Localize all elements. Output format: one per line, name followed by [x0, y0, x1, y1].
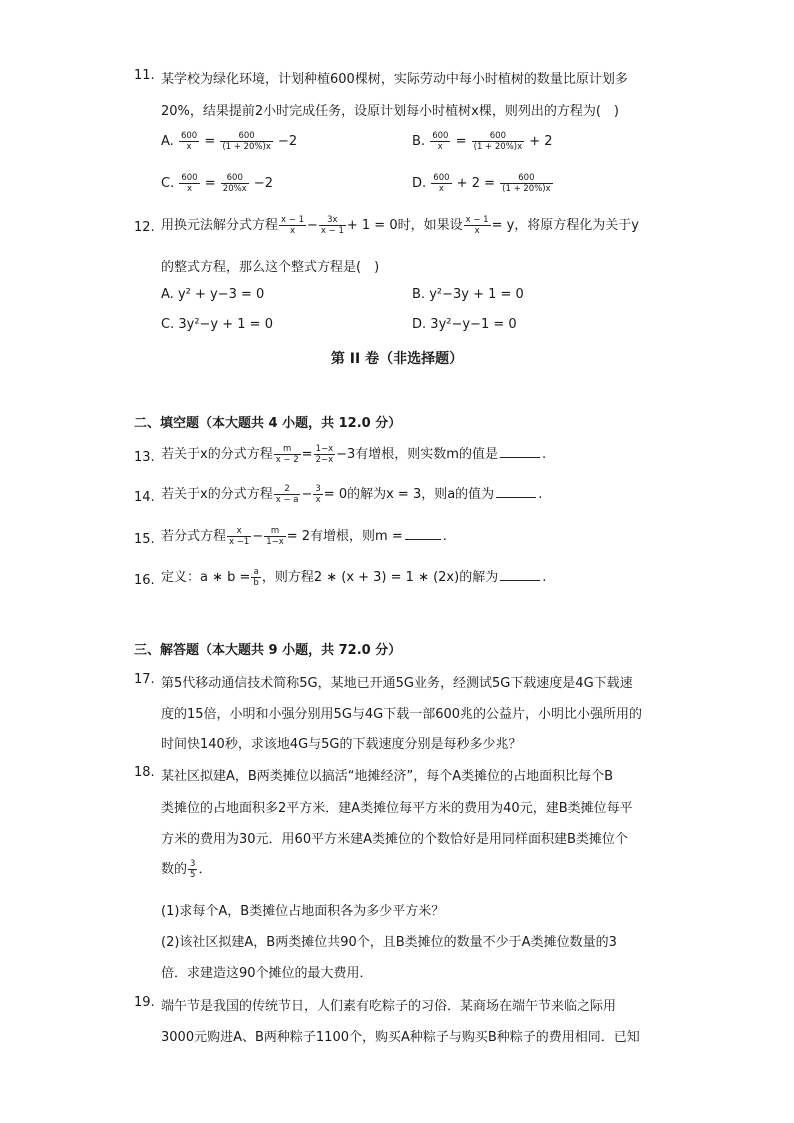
numerator: m	[264, 526, 286, 537]
numerator: 1−x	[315, 444, 334, 454]
equals: =	[301, 447, 313, 462]
question-19-text-line-2: 3000元购进A、B两种粽子1100个，购买A种粽子与购买B种粽子的费用相同．已知	[161, 1030, 640, 1045]
fraction	[179, 131, 199, 152]
fraction	[319, 215, 346, 236]
numerator: 600	[180, 131, 198, 141]
fraction	[188, 859, 197, 880]
question-19-text-line-1: 端午节是我国的传统节日，人们素有吃粽子的习俗．某商场在端午节来临之际用	[161, 999, 617, 1014]
fraction	[221, 173, 249, 194]
text: = 2有增根，则m =	[286, 529, 403, 544]
fraction	[227, 526, 251, 547]
denominator: (1 + 20%)x	[222, 142, 271, 152]
question-13-text	[161, 443, 546, 465]
denominator: x	[474, 226, 480, 236]
question-count: 9	[268, 643, 278, 658]
answer-blank	[500, 445, 540, 458]
question-18-sub-2-line-1: (2)该社区拟建A，B两类摊位共90个，且B类摊位的数量不少于A类摊位数量的3	[161, 935, 617, 950]
fraction	[430, 131, 450, 152]
denominator: x −1	[229, 537, 250, 547]
denominator: x − 2	[275, 455, 299, 465]
section-mid: 小题，共	[277, 643, 339, 658]
option-label: A.	[161, 134, 174, 149]
text: 若关于x的分式方程	[161, 447, 273, 462]
section-suffix: 分）	[370, 416, 402, 431]
numerator: 600	[221, 173, 249, 184]
numerator: 600	[220, 131, 273, 142]
minus-sign: −	[252, 529, 264, 544]
numerator: 600	[472, 131, 525, 142]
denominator: 1−x	[266, 537, 284, 547]
question-number: 17.	[134, 672, 155, 687]
text: 若分式方程	[161, 529, 227, 544]
option-text: 3y²−y + 1 = 0	[178, 317, 273, 332]
fraction	[179, 173, 199, 194]
denominator: x	[186, 142, 192, 152]
question-11-text-line-2: 20%，结果提前2小时完成任务，设原计划每小时植树x棵，则列出的方程为( )	[161, 104, 620, 119]
text: ，则方程2 ∗ (x + 3) = 1 ∗ (2x)的解为	[261, 570, 499, 585]
text: = y，将原方程化为关于y	[491, 218, 639, 233]
denominator: 20%x	[222, 184, 247, 194]
numerator: 3x	[319, 215, 346, 226]
fraction	[472, 131, 525, 152]
text: 若关于x的分式方程	[161, 487, 273, 502]
equals: + 2 =	[456, 176, 495, 191]
denominator: (1 + 20%)x	[473, 142, 523, 152]
option-c	[161, 173, 273, 194]
denominator: x	[315, 495, 321, 505]
option-tail: −2	[278, 134, 298, 149]
fraction	[274, 484, 301, 505]
option-tail: + 2	[529, 134, 553, 149]
question-14-text	[161, 483, 542, 505]
section-prefix: 二、填空题（本大题共	[134, 416, 269, 431]
denominator: 2−x	[315, 455, 334, 465]
minus-sign: −	[301, 487, 313, 502]
question-number: 18.	[134, 765, 155, 780]
question-18-text-line-4	[161, 858, 211, 880]
question-12-text-line-2: 的整式方程，那么这个整式方程是( )	[161, 260, 380, 275]
fraction	[251, 567, 260, 588]
denominator: (1 + 20%)x	[502, 184, 551, 194]
question-15-text	[161, 525, 447, 547]
denominator: 5	[190, 870, 196, 880]
option-label: D.	[412, 317, 427, 332]
question-number: 14.	[134, 490, 155, 505]
period: .	[442, 529, 447, 544]
question-17-text-line-3: 时间快140秒，求该地4G与5G的下载速度分别是每秒多少兆？	[161, 737, 522, 752]
section-prefix: 三、解答题（本大题共	[134, 643, 269, 658]
question-18-text-line-1: 某社区拟建A，B两类摊位以搞活“地摊经济”，每个A类摊位的占地面积比每个B	[161, 769, 614, 784]
fraction	[313, 484, 322, 505]
option-tail: −2	[253, 176, 274, 191]
numerator: x − 1	[465, 215, 489, 225]
fraction	[431, 173, 451, 194]
period: .	[538, 487, 543, 502]
text: 定义：a ∗ b =	[161, 570, 251, 585]
option-a	[161, 131, 297, 152]
question-12-text-line-1	[161, 214, 639, 236]
section-suffix: 分）	[370, 643, 402, 658]
option-text: y² + y−3 = 0	[177, 287, 265, 302]
numerator: x − 1	[281, 215, 304, 225]
fraction	[220, 131, 273, 152]
numerator: x	[227, 526, 251, 537]
fraction	[274, 444, 301, 465]
section-score: 72.0	[338, 643, 371, 658]
option-b	[412, 287, 524, 302]
denominator: x	[437, 142, 443, 152]
section-heading	[134, 639, 401, 658]
question-number: 19.	[134, 995, 155, 1010]
option-a	[161, 287, 264, 302]
question-number: 16.	[134, 573, 155, 588]
answer-blank	[405, 527, 441, 540]
numerator: 2	[274, 484, 301, 495]
option-label: C.	[161, 176, 175, 191]
option-label: B.	[412, 134, 426, 149]
numerator: 600	[433, 173, 450, 183]
period: .	[542, 570, 547, 585]
question-18-text-line-2: 类摊位的占地面积多2平方米．建A类摊位每平方米的费用为40元，建B类摊位每平	[161, 801, 633, 816]
part-title: 第 II 卷（非选择题）	[330, 351, 464, 367]
numerator: 600	[181, 173, 198, 183]
period: .	[541, 447, 547, 462]
denominator: x	[289, 226, 296, 236]
text: 数的	[161, 862, 188, 877]
section-mid: 小题，共	[277, 416, 339, 431]
minus-sign: −	[306, 218, 318, 233]
equals: =	[455, 134, 467, 149]
answer-blank	[496, 485, 536, 498]
option-label: A.	[161, 287, 174, 302]
denominator: x	[186, 184, 192, 194]
question-18-text-line-3: 方米的费用为30元．用60平方米建A类摊位的个数恰好是用同样面积建B类摊位个	[161, 832, 628, 847]
denominator: x	[438, 184, 444, 194]
answer-blank	[500, 568, 540, 581]
denominator: x − 1	[320, 226, 344, 236]
fraction	[314, 444, 336, 465]
question-count: 4	[268, 416, 278, 431]
fraction	[279, 215, 306, 236]
numerator: 3	[190, 859, 196, 869]
numerator: 3	[315, 484, 321, 494]
option-d	[412, 317, 517, 332]
question-18-sub-1: (1)求每个A，B类摊位占地面积各为多少平方米？	[161, 904, 445, 919]
numerator: m	[274, 444, 301, 455]
option-d	[412, 173, 554, 194]
option-label: C.	[161, 317, 175, 332]
text: 用换元法解分式方程	[161, 218, 279, 233]
fraction	[264, 526, 286, 547]
option-b	[412, 131, 553, 152]
question-number: 11.	[134, 68, 155, 83]
text: + 1 = 0时，如果设	[346, 218, 463, 233]
option-c	[161, 317, 273, 332]
question-number: 13.	[134, 450, 155, 465]
fraction	[464, 215, 491, 236]
text: −3有增根，则实数m的值是	[336, 447, 498, 462]
denominator: x − a	[275, 495, 299, 505]
question-17-text-line-1: 第5代移动通信技术简称5G，某地已开通5G业务，经测试5G下载速度是4G下载速	[161, 676, 633, 691]
question-number: 15.	[134, 532, 155, 547]
option-text: 3y²−y−1 = 0	[430, 317, 517, 332]
denominator: b	[253, 578, 259, 588]
question-16-text	[161, 566, 546, 588]
question-18-sub-2-line-2: 倍．求建造这90个摊位的最大费用．	[161, 966, 373, 981]
option-text: y²−3y + 1 = 0	[429, 287, 524, 302]
equals: =	[204, 176, 216, 191]
numerator: 600	[432, 131, 449, 141]
numerator: a	[251, 567, 260, 578]
text: ．	[198, 862, 212, 877]
question-number: 12.	[134, 220, 155, 235]
section-heading	[134, 412, 401, 431]
question-17-text-line-2: 度的15倍，小明和小强分别用5G与4G下载一部600兆的公益片，小明比小强所用的	[161, 707, 643, 722]
numerator: 600	[500, 173, 553, 184]
text: = 0的解为x = 3，则a的值为	[323, 487, 495, 502]
equals: =	[204, 134, 216, 149]
fraction	[500, 173, 553, 194]
option-label: B.	[412, 287, 426, 302]
section-score: 12.0	[338, 416, 371, 431]
option-label: D.	[412, 176, 427, 191]
question-11-text-line-1: 某学校为绿化环境，计划种植600棵树，实际劳动中每小时植树的数量比原计划多	[161, 72, 628, 87]
